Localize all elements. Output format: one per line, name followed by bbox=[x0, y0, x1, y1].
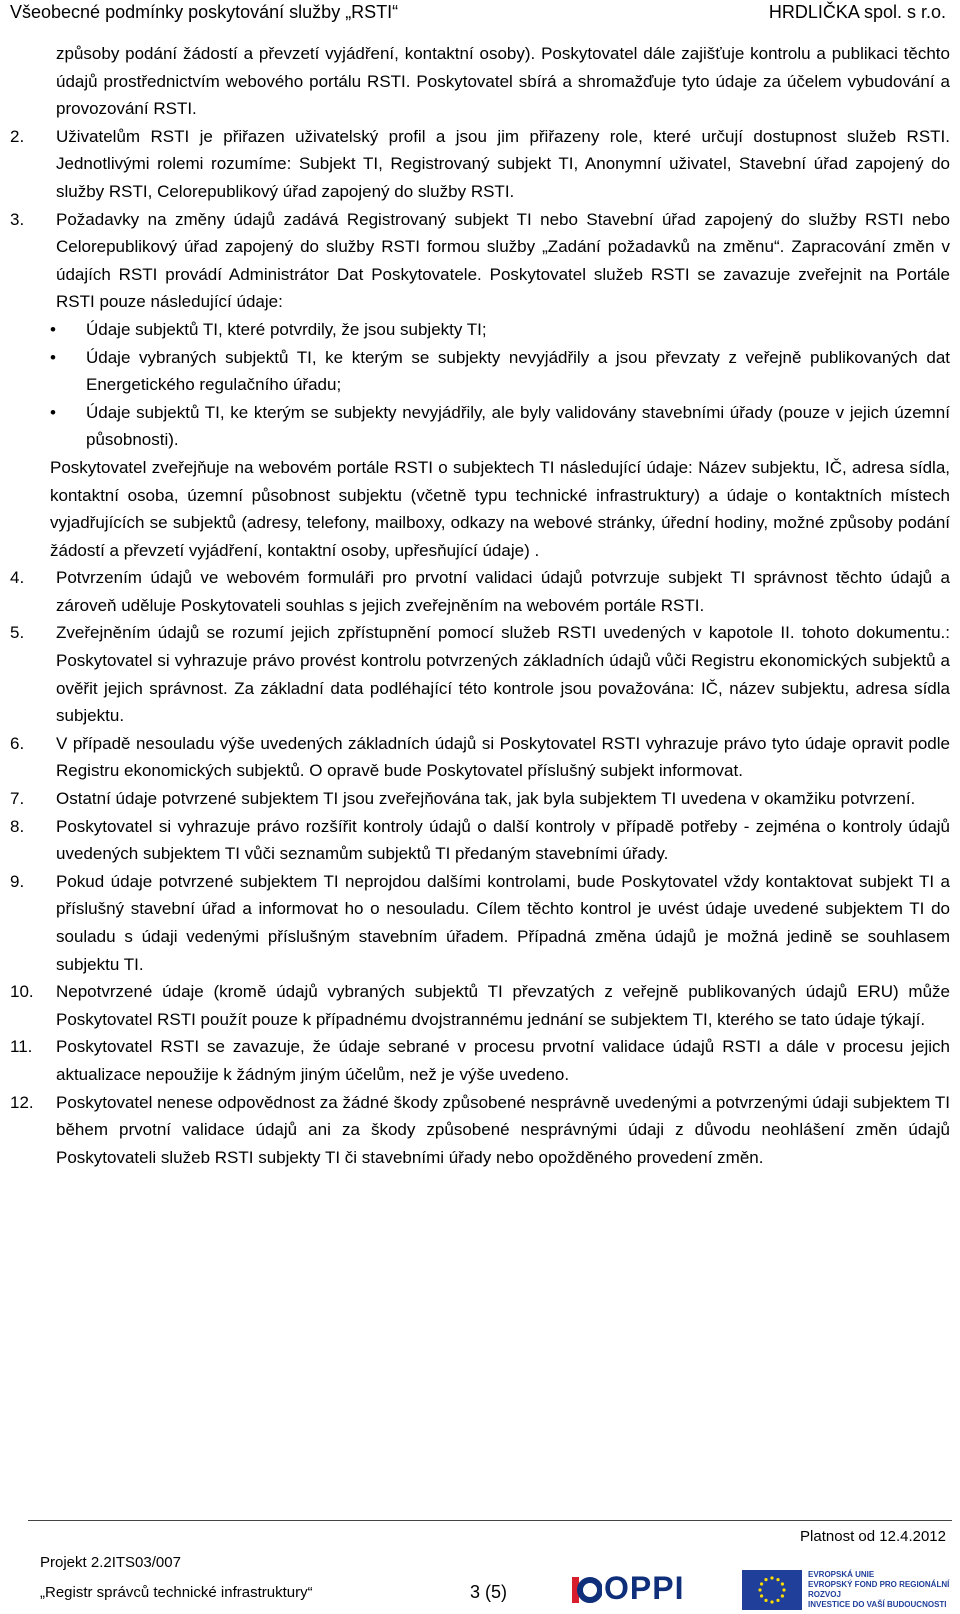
list-item bbox=[0, 785, 960, 813]
item-text: V případě nesouladu výše uvedených základních údajů si Poskytovatel RSTI vyhrazuje právo tyto údaje opravit podle Registru ekonomických subjektů. O opravě bude Poskytovatel příslušný subjekt informovat. bbox=[56, 733, 950, 781]
bullet-item bbox=[0, 399, 960, 454]
list-item bbox=[0, 1089, 960, 1172]
item-text: Zveřejněním údajů se rozumí jejich zpřístupnění pomocí služeb RSTI uvedených v kapotole II. tohoto dokumentu.: Poskytovatel si vyhrazuje právo provést kontrolu potvrzených základních údajů vůči Registru ekonomických subjektů a ověřit jejich správnost. Za základní data podléhající této kontrole jsou považována: IČ, název subjektu, adresa sídla subjektu. bbox=[56, 623, 950, 726]
eu-flag-icon bbox=[742, 1570, 802, 1610]
document-body bbox=[0, 40, 960, 1171]
page-header bbox=[0, 0, 960, 26]
bullet-symbol: • bbox=[50, 347, 56, 367]
page-footer bbox=[0, 1524, 960, 1614]
item-number: 3. bbox=[10, 209, 25, 229]
footer-divider bbox=[28, 1520, 952, 1521]
list-item bbox=[0, 206, 960, 316]
list-item bbox=[0, 619, 960, 729]
item-number: 7. bbox=[10, 789, 25, 809]
item-text: Pokud údaje potvrzené subjektem TI neprojdou dalšími kontrolami, bude Poskytovatel vždy kontaktovat subjekt TI a příslušný stavební úřad a informovat ho o nesouladu. Cílem těchto kontrol je uvést údaje uvedené subjektem TI do souladu s údaji vedenými příslušným stavebním úřadem. Případná změna údajů je možná jedině se souhlasem subjektu TI. bbox=[56, 871, 950, 974]
item-text: Uživatelům RSTI je přiřazen uživatelský profil a jsou jim přiřazeny role, které určují dostupnost služeb RSTI. Jednotlivými rolemi rozumíme: Subjekt TI, Registrovaný subjekt TI, Anonymní uživatel, Stavební úřad zapojený do služby RSTI, Celorepublikový úřad zapojený do služby RSTI. bbox=[56, 126, 950, 201]
company-name: HRDLIČKA spol. s r.o. bbox=[768, 2, 946, 22]
oppi-emblem-icon bbox=[570, 1574, 602, 1606]
list-item bbox=[0, 978, 960, 1033]
list-item bbox=[0, 813, 960, 868]
list-item bbox=[0, 1033, 960, 1088]
item-number: 11. bbox=[10, 1037, 33, 1057]
item-text: Potvrzením údajů ve webovém formuláři pro prvotní validaci údajů potvrzuje subjekt TI správnost těchto údajů a zároveň uděluje Poskytovateli souhlas s jejich zveřejněním na webovém portále RSTI. bbox=[56, 568, 950, 615]
item-number: 5. bbox=[10, 623, 25, 643]
project-title: „Registr správců technické infrastruktury“ bbox=[40, 1584, 313, 1601]
bullet-text: Údaje subjektů TI, které potvrdily, že jsou subjekty TI; bbox=[86, 319, 487, 339]
bullet-symbol: • bbox=[50, 319, 56, 339]
list-item bbox=[0, 868, 960, 978]
bullet-item bbox=[0, 344, 960, 399]
eu-line: EVROPSKÝ FOND PRO REGIONÁLNÍ ROZVOJ bbox=[808, 1580, 950, 1599]
eu-caption bbox=[808, 1570, 952, 1610]
project-number: Projekt 2.2ITS03/007 bbox=[40, 1554, 181, 1571]
list-item bbox=[0, 730, 960, 785]
document-title: Všeobecné podmínky poskytování služby „RSTI“ bbox=[10, 2, 399, 22]
bullet-text: Údaje vybraných subjektů TI, ke kterým se subjekty nevyjádřily a jsou převzaty z veřejně publikovaných dat Energetického regulačního úřadu; bbox=[86, 347, 950, 395]
item-text: Ostatní údaje potvrzené subjektem TI jsou zveřejňována tak, jak byla subjektem TI uvedena v okamžiku potvrzení. bbox=[56, 789, 916, 809]
list-item bbox=[0, 123, 960, 206]
list-item bbox=[0, 564, 960, 619]
item-text: Požadavky na změny údajů zadává Registrovaný subjekt TI nebo Stavební úřad zapojený do služby RSTI nebo Celorepublikový úřad zapojený do služby RSTI formou služby „Zadání požadavků na změnu“. Zapracování změn v údajích RSTI provádí Administrátor Dat Poskytovatele. Poskytovatel služeb RSTI se zavazuje zveřejnit na Portále RSTI pouze následující údaje: bbox=[56, 209, 950, 312]
item-text: Poskytovatel nenese odpovědnost za žádné škody způsobené nesprávně uvedenými a potvrzenými údaji subjektem TI během prvotní validace údajů ani za škody způsobené nesprávnými údaji z důvodu neohlášení změn údajů Poskytovateli služeb RSTI subjekty TI či stavebními úřady nebo opožděného provedení změn. bbox=[56, 1092, 950, 1167]
page-number: 3 (5) bbox=[470, 1582, 508, 1602]
item-number: 10. bbox=[10, 982, 34, 1002]
item-text: Nepotvrzené údaje (kromě údajů vybraných subjektů TI převzatých z veřejně publikovaných údajů ERU) může Poskytovatel RSTI použít pouze k případnému dvojstrannému jednání se subjektem TI, kterého se tato údaje týkají. bbox=[56, 982, 950, 1029]
eu-line: INVESTICE DO VAŠÍ BUDOUCNOSTI bbox=[808, 1600, 947, 1609]
oppi-logo bbox=[570, 1570, 720, 1610]
oppi-wordmark: OPPI bbox=[604, 1570, 685, 1606]
validity-date: Platnost od 12.4.2012 bbox=[800, 1528, 946, 1545]
item-number: 6. bbox=[10, 733, 25, 753]
eu-logo bbox=[742, 1568, 952, 1612]
item-text: Poskytovatel RSTI se zavazuje, že údaje sebrané v procesu prvotní validace údajů RSTI a dále v procesu jejich aktualizace nepoužije k žádným jiným účelům, než je výše uvedeno. bbox=[56, 1037, 950, 1084]
item-number: 9. bbox=[10, 871, 25, 891]
item-number: 8. bbox=[10, 816, 25, 836]
bullet-item bbox=[0, 316, 960, 344]
item-number: 12. bbox=[10, 1092, 34, 1112]
publish-paragraph: Poskytovatel zveřejňuje na webovém portále RSTI o subjektech TI následující údaje: Název subjektu, IČ, adresa sídla, kontaktní osoba, územní působnost subjektu (včetně typu technické infrastruktury) a údaje o kontaktních místech vyjadřujících se subjektů (adresy, telefony, mailboxy, odkazy na webové stránky, úřední hodiny, možné způsoby podání žádostí a převzetí vyjádření, kontaktní osoby, upřesňující údaje) . bbox=[50, 457, 950, 560]
eu-line: EVROPSKÁ UNIE bbox=[808, 1570, 875, 1579]
bullet-symbol: • bbox=[50, 402, 56, 422]
item-text: Poskytovatel si vyhrazuje právo rozšířit kontroly údajů o další kontroly v případě potřeby - zejména o kontroly údajů uvedených subjektem TI vůči seznamům subjektů TI předaným stavebními úřady. bbox=[56, 816, 950, 864]
intro-paragraph: způsoby podání žádostí a převzetí vyjádření, kontaktní osoby). Poskytovatel dále zajišťuje kontrolu a publikaci těchto údajů prostřednictvím webového portálu RSTI. Poskytovatel sbírá a shromažďuje tyto údaje za účelem vybudování a provozování RSTI. bbox=[56, 44, 950, 119]
item-number: 2. bbox=[10, 126, 25, 146]
bullet-text: Údaje subjektů TI, ke kterým se subjekty nevyjádřily, ale byly validovány stavebními úřady (pouze v jejich územní působnosti). bbox=[86, 402, 950, 450]
item-number: 4. bbox=[10, 568, 25, 588]
